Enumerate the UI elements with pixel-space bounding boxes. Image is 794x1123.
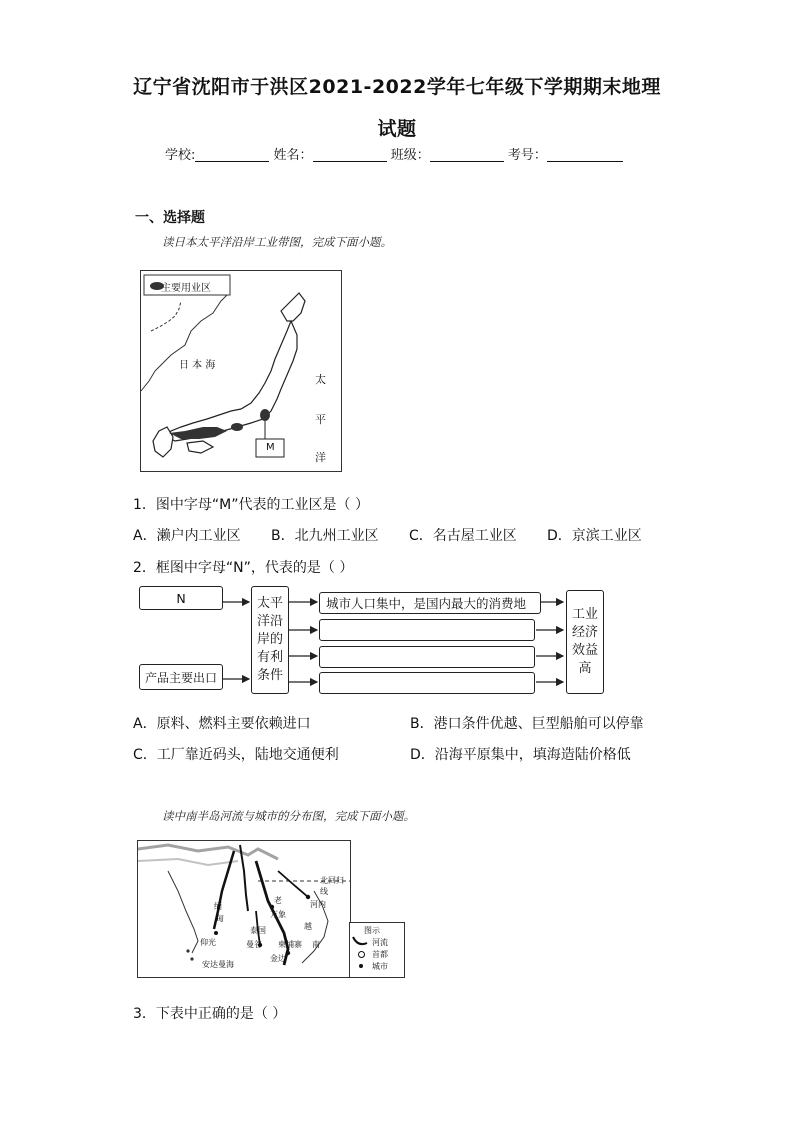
section-heading: 一、选择题 [135, 210, 205, 226]
label-hanoi: 河内 [310, 900, 326, 909]
flow-box-center-label: 太平洋沿岸的有利条件 [257, 596, 284, 683]
intro-japan: 读日本太平洋沿岸工业带图，完成下面小题。 [162, 235, 392, 249]
class-field[interactable] [430, 147, 504, 162]
ocean-char-1: 太 [315, 373, 326, 386]
ocean-char-2: 平 [315, 413, 326, 426]
exam-no-field[interactable] [547, 147, 623, 162]
tropic-label: 北回归线 [320, 876, 344, 896]
flow-box-n-label: N [176, 590, 186, 606]
flow-box-result [566, 590, 604, 694]
flow-box-center [251, 586, 289, 694]
industry-area-keihin [260, 409, 270, 421]
label-cambodia: 柬埔寨 [278, 940, 302, 949]
legend-capital-label: 首都 [372, 950, 388, 959]
flow-box-right-4 [319, 672, 535, 694]
q1-option-b[interactable]: B．北九州工业区 [271, 528, 379, 544]
label-vietnam-1: 越 [304, 922, 312, 931]
legend-capital-icon [358, 951, 365, 958]
question-1-stem: 1．图中字母“M”代表的工业区是（ ） [133, 497, 369, 513]
school-label: 学校: [165, 148, 196, 163]
label-myanmar-1: 缅 [214, 902, 222, 911]
japan-industry-map [140, 270, 342, 472]
legend-label: 主要用业区 [161, 283, 211, 294]
q1-option-c[interactable]: C．名古屋工业区 [409, 528, 517, 544]
label-vietnam-2: 南 [312, 940, 320, 949]
flow-box-result-label: 工业经济效益高 [571, 607, 598, 676]
flow-box-right-1-label: 城市人口集中，是国内最大的消费地 [326, 596, 527, 611]
flow-box-n [139, 586, 223, 610]
flow-box-export [139, 664, 223, 690]
question-2-stem: 2．框图中字母“N”，代表的是（ ） [133, 560, 354, 576]
city-marker-yangon [214, 931, 218, 935]
exam-no-label: 考号： [507, 148, 547, 163]
label-myanmar-2: 甸 [216, 914, 224, 923]
label-laos: 老 [274, 896, 282, 905]
flow-box-right-1 [319, 592, 541, 614]
document-title-line1: 辽宁省沈阳市于洪区2021-2022学年七年级下学期期末地理 [133, 76, 661, 98]
name-label: 姓名： [273, 148, 313, 163]
label-phnom-penh: 金边 [270, 954, 286, 963]
q1-option-d[interactable]: D．京滨工业区 [547, 528, 642, 544]
ocean-char-3: 洋 [315, 451, 326, 464]
document-title-line2: 试题 [377, 118, 417, 140]
name-field[interactable] [313, 147, 387, 162]
question-3-stem: 3．下表中正确的是（ ） [133, 1006, 287, 1022]
japan-map-graphic [141, 271, 341, 471]
indochina-legend [349, 922, 405, 978]
school-field[interactable] [195, 147, 269, 162]
legend-river-label: 河流 [372, 938, 388, 947]
student-info-line [165, 144, 623, 163]
label-andaman-sea: 安达曼海 [202, 960, 234, 969]
flow-box-right-3 [319, 646, 535, 668]
q1-option-a[interactable]: A．濑户内工业区 [133, 528, 241, 544]
q2-option-c[interactable]: C．工厂靠近码头，陆地交通便利 [133, 747, 339, 763]
label-yangon: 仰光 [200, 938, 216, 947]
legend-city-icon [359, 964, 363, 968]
q2-option-a[interactable]: A．原料、燃料主要依赖进口 [133, 716, 311, 732]
sea-of-japan-label: 日 本 海 [179, 360, 216, 371]
m-label: M [266, 442, 275, 453]
industry-area-nagoya [231, 423, 243, 431]
legend-river-icon [352, 935, 368, 947]
label-bangkok: 曼谷 [246, 940, 262, 949]
flow-box-right-2 [319, 619, 535, 641]
flow-box-export-label: 产品主要出口 [144, 670, 217, 685]
legend-city-label: 城市 [372, 962, 388, 971]
legend-title: 图示 [364, 926, 380, 935]
q2-option-b[interactable]: B．港口条件优越、巨型船舶可以停靠 [410, 716, 644, 732]
q2-flow-diagram [135, 584, 615, 696]
capital-marker-phnom-penh [286, 951, 290, 955]
indochina-river-map [137, 840, 351, 978]
label-thailand: 泰国 [250, 926, 266, 935]
intro-indochina: 读中南半岛河流与城市的分布图，完成下面小题。 [162, 809, 415, 823]
class-label: 班级： [390, 148, 430, 163]
label-vientiane: 万象 [270, 910, 286, 919]
q2-option-d[interactable]: D．沿海平原集中，填海造陆价格低 [410, 747, 631, 763]
